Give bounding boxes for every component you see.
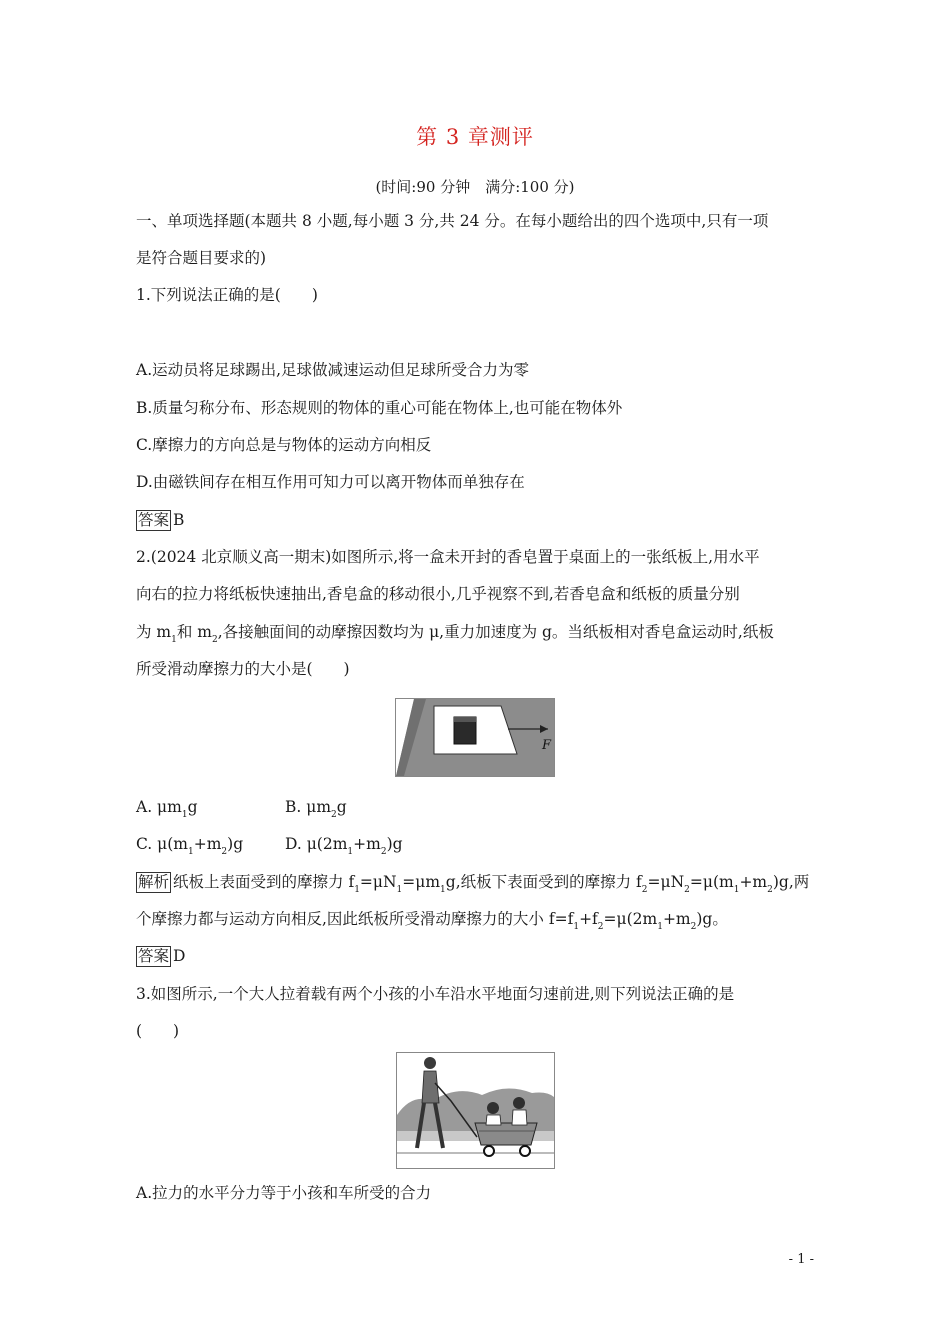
q1-option-d: D.由磁铁间存在相互作用可知力可以离开物体而单独存在 <box>136 473 525 491</box>
adult-body <box>422 1071 439 1103</box>
wagon-wheel-front <box>484 1146 494 1156</box>
q2-analysis-line1: 解析 纸板上表面受到的摩擦力 $f_1=\mu N_1=\mu m_1g$,纸板下表面受到的摩擦力 $f_2=\mu N_2=\mu(m_1+m_2)g$,两 <box>138 873 810 895</box>
q3-figure-adult-pulling-wagon <box>396 1052 555 1169</box>
q2-answer <box>136 946 185 967</box>
q3-figure-drawing <box>397 1053 554 1168</box>
q2-stem-line4: 所受滑动摩擦力的大小是( ) <box>136 660 350 678</box>
q2-option-a: A. $\mu m_1g$ <box>136 798 198 820</box>
q3-stem-line1: 3.如图所示,一个大人拉着载有两个小孩的小车沿水平地面匀速前进,则下列说法正确的是 <box>136 985 735 1003</box>
q2-stem-line3: 为 $m_1$和 $m_2$,各接触面间的动摩擦因数均为 μ,重力加速度为 g。当纸板相对香皂盒运动时,纸板 <box>136 623 774 645</box>
q2-option-d: D. $\mu(2m_1+m_2)g$ <box>285 835 403 857</box>
child-right-head <box>513 1097 525 1109</box>
answer-tag: 答案 <box>138 947 170 965</box>
q1-answer <box>136 510 184 531</box>
q1-option-c: C.摩擦力的方向总是与物体的运动方向相反 <box>136 436 432 454</box>
exam-meta: (时间:90 分钟 满分:100 分) <box>375 178 575 196</box>
q2-option-b: B. $\mu m_2g$ <box>285 798 347 820</box>
q2-option-c: C. $\mu(m_1+m_2)g$ <box>136 835 244 857</box>
q2-figure-drawing <box>396 699 554 776</box>
q2-stem-line2: 向右的拉力将纸板快速抽出,香皂盒的移动很小,几乎视察不到,若香皂盒和纸板的质量分别 <box>136 585 740 603</box>
wagon-body <box>475 1123 537 1145</box>
section-heading-line2: 是符合题目要求的) <box>136 249 267 267</box>
answer-tag: 答案 <box>138 511 170 529</box>
page-title: 第 3 章测评 <box>416 125 534 149</box>
analysis-tag: 解析 <box>138 873 170 891</box>
q1-stem: 1.下列说法正确的是( ) <box>136 286 318 304</box>
q3-option-a: A.拉力的水平分力等于小孩和车所受的合力 <box>136 1184 432 1202</box>
wagon-wheel-rear <box>520 1146 530 1156</box>
q2-stem-line1: 2.(2024 北京顺义高一期末)如图所示,将一盒未开封的香皂置于桌面上的一张纸板上,用水平 <box>136 548 760 566</box>
q1-option-a: A.运动员将足球踢出,足球做减速运动但足球所受合力为零 <box>136 361 530 379</box>
q2-figure-soap-box-on-cardboard <box>395 698 555 777</box>
q2-answer-value: D <box>173 947 186 965</box>
q2-analysis-line2: 个摩擦力都与运动方向相反,因此纸板所受滑动摩擦力的大小 $f=f_1+f_2=\mu(2m_1+m_2)g$。 <box>136 910 728 932</box>
q1-option-b: B.质量匀称分布、形态规则的物体的重心可能在物体上,也可能在物体外 <box>136 399 623 417</box>
child-left-head <box>487 1102 499 1114</box>
page-number: - 1 - <box>788 1252 814 1267</box>
section-heading-line1: 一、单项选择题(本题共 8 小题,每小题 3 分,共 24 分。在每小题给出的四个选项中,只有一项 <box>136 212 769 230</box>
adult-head <box>424 1057 436 1069</box>
q1-answer-value: B <box>173 511 185 529</box>
force-label: F <box>542 738 552 753</box>
q3-stem-line2: ( ) <box>136 1022 180 1040</box>
